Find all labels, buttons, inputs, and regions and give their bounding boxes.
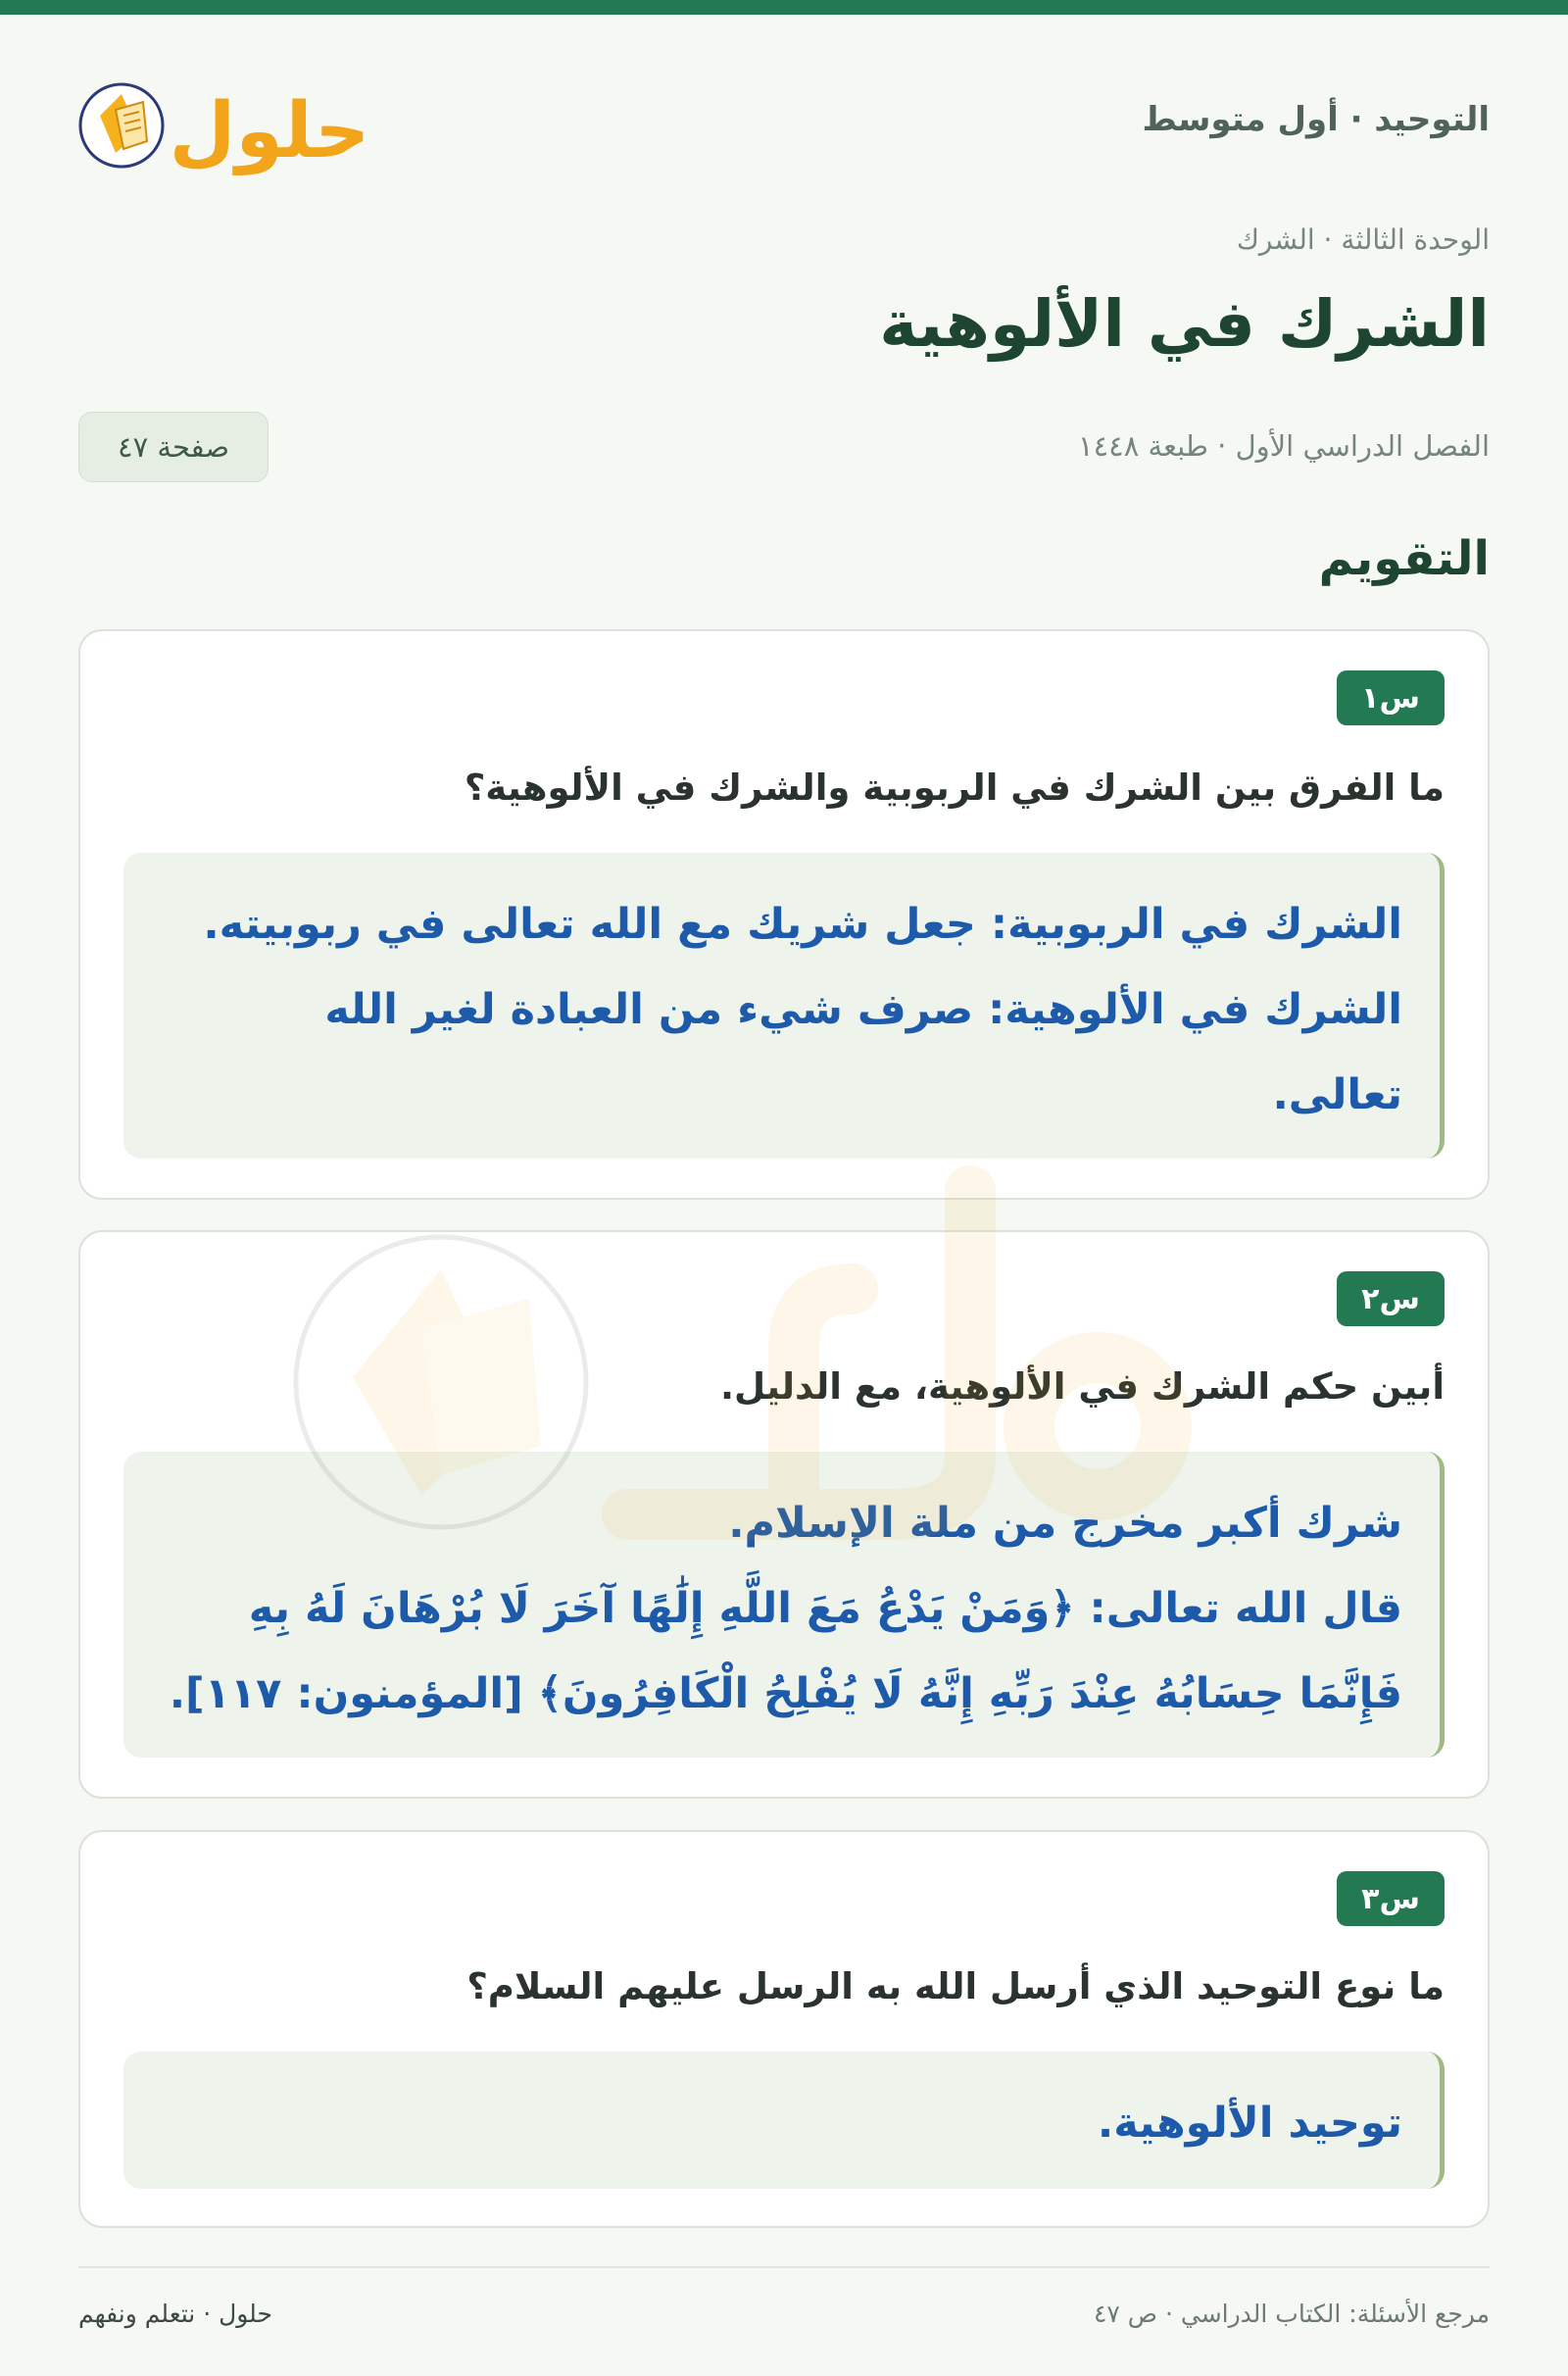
question-text: ما نوع التوحيد الذي أرسل الله به الرسل عليهم السلام؟	[466, 1965, 1445, 2007]
answer-line: تعالى.	[1272, 1070, 1402, 1119]
footer-brand[interactable]: حلول · نتعلم ونفهم	[78, 2300, 272, 2328]
breadcrumb: الوحدة الثالثة · الشرك	[1236, 223, 1490, 256]
answer-box	[123, 1452, 1445, 1757]
answer-box	[123, 853, 1445, 1159]
page-title: الشرك في الألوهية	[879, 286, 1490, 362]
logo-text: حلول	[169, 87, 370, 175]
question-text: أبين حكم الشرك في الألوهية، مع الدليل.	[719, 1365, 1445, 1408]
question-number-badge: س٣	[1337, 1871, 1445, 1926]
question-text: ما الفرق بين الشرك في الربوبية والشرك في الألوهية؟	[464, 767, 1445, 809]
footer-reference: مرجع الأسئلة: الكتاب الدراسي · ص ٤٧	[1093, 2300, 1490, 2328]
answer-line: شرك أكبر مخرج من ملة الإسلام.	[728, 1499, 1402, 1548]
hulul-logo[interactable]	[78, 59, 372, 186]
page-number-badge: صفحة ٤٧	[78, 412, 269, 482]
question-card-2	[78, 1230, 1490, 1799]
question-card-1	[78, 629, 1490, 1200]
top-accent-bar	[0, 0, 1568, 15]
answer-line: الشرك في الألوهية: صرف شيء من العبادة لغير الله	[324, 985, 1402, 1034]
question-number-badge: س١	[1337, 670, 1445, 725]
answer-line: الشرك في الربوبية: جعل شريك مع الله تعالى في ربوبيته.	[203, 900, 1402, 949]
question-card-3	[78, 1830, 1490, 2228]
answer-line: توحيد الألوهية.	[1097, 2099, 1402, 2148]
footer-divider	[78, 2266, 1490, 2268]
answer-line: فَإِنَّمَا حِسَابُهُ عِنْدَ رَبِّهِ إِنَّهُ لَا يُفْلِحُ الْكَافِرُونَ﴾ [المؤمنون: ١١٧].	[169, 1669, 1402, 1718]
header	[78, 59, 1490, 186]
answer-line: قال الله تعالى: ﴿وَمَنْ يَدْعُ مَعَ اللَّهِ إِلَٰهًا آخَرَ لَا بُرْهَانَ لَهُ بِهِ	[248, 1584, 1402, 1633]
edition-info: الفصل الدراسي الأول · طبعة ١٤٤٨	[1078, 429, 1490, 463]
section-title: التقويم	[1318, 531, 1490, 586]
question-number-badge: س٢	[1337, 1271, 1445, 1326]
subject-label: التوحيد · أول متوسط	[1142, 100, 1490, 139]
logo-icon	[78, 59, 372, 186]
answer-box	[123, 2052, 1445, 2189]
